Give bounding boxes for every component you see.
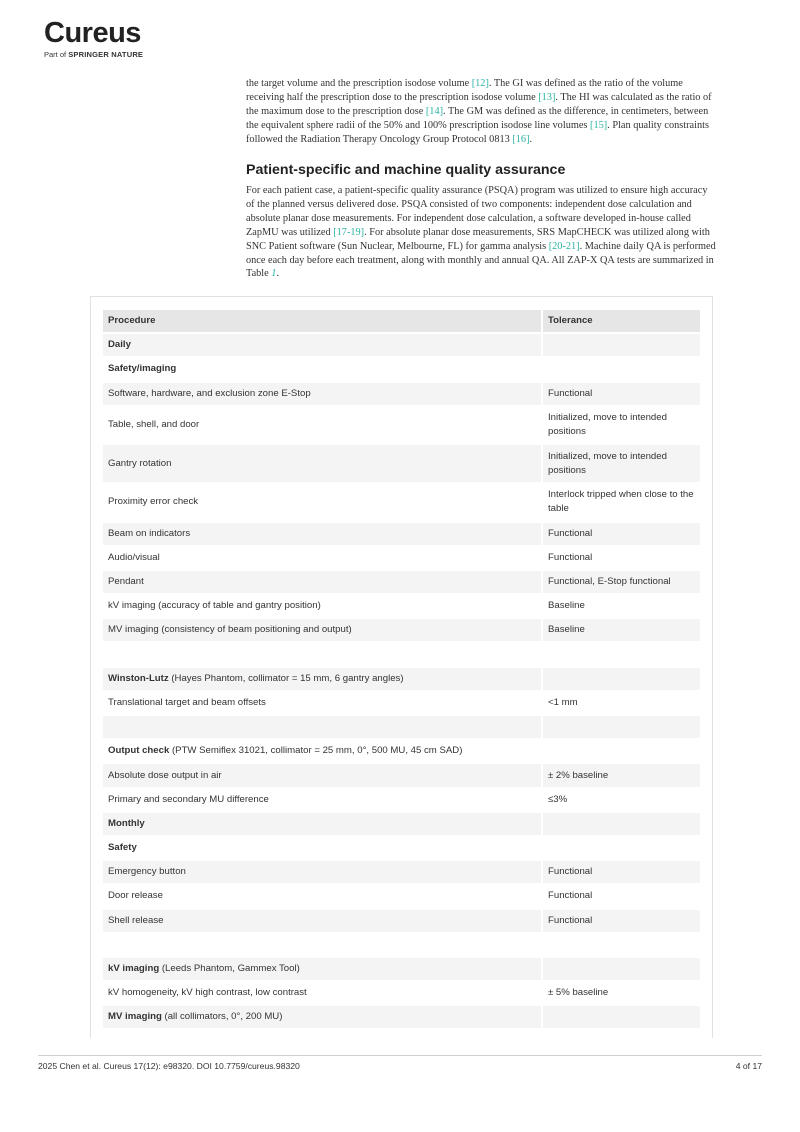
citation-link[interactable]: [17-19] <box>333 226 365 238</box>
cell-tolerance: Functional <box>548 551 593 563</box>
cell-procedure <box>103 407 541 444</box>
text-run: . <box>276 268 280 280</box>
procedure-text: kV imaging (accuracy of table and gantry position) <box>108 600 321 612</box>
table-reference-link[interactable]: 1 <box>271 268 277 280</box>
cell-procedure <box>103 484 541 521</box>
procedure-title: Winston-Lutz <box>108 672 169 684</box>
procedure-text: Pendant <box>108 576 144 587</box>
cell-procedure <box>103 716 541 738</box>
table-row <box>103 837 700 859</box>
header-procedure: Procedure <box>103 310 541 332</box>
table-row <box>103 595 700 617</box>
cell-procedure <box>103 571 541 593</box>
cell-procedure <box>103 595 541 617</box>
procedure-text: Primary and secondary MU difference <box>108 793 269 805</box>
logo-subtitle <box>44 50 143 59</box>
table-row <box>103 445 700 482</box>
procedure-text: kV homogeneity, kV high contrast, low contrast <box>108 987 307 999</box>
table-row <box>103 643 700 665</box>
table-row <box>103 934 700 956</box>
text-run: . Plan quality constraints followed the Radiation Therapy Oncology Group Protocol 0813 <box>246 119 709 145</box>
table-row <box>103 789 700 811</box>
procedure-text: (Hayes Phantom, collimator = 15 mm, 6 gantry angles) <box>168 672 404 684</box>
table-row <box>103 861 700 883</box>
cell-procedure <box>103 861 541 883</box>
procedure-text: Absolute dose output in air <box>108 769 222 781</box>
procedure-text: Audio/visual <box>108 551 160 563</box>
cell-procedure <box>103 764 541 786</box>
table-row <box>103 523 700 545</box>
cell-procedure <box>103 692 541 714</box>
table-row <box>103 407 700 444</box>
procedure-text: Emergency button <box>108 866 186 878</box>
procedure-text: Shell release <box>108 914 164 926</box>
table-row <box>103 764 700 786</box>
procedure-text: Table, shell, and door <box>108 419 200 431</box>
cell-tolerance <box>543 813 700 835</box>
cell-tolerance: <1 mm <box>548 696 578 708</box>
procedure-text: (PTW Semiflex 31021, collimator = 25 mm, 0°, 500 MU, 45 cm SAD) <box>169 745 463 757</box>
citation-link[interactable]: [14] <box>425 105 444 117</box>
procedure-text: Translational target and beam offsets <box>108 696 266 708</box>
cell-procedure <box>103 445 541 482</box>
text-run: the target volume and the prescription isodose volume <box>246 78 472 89</box>
cell-tolerance: Initialized, move to intended positions <box>548 412 667 438</box>
body-paragraph-1 <box>246 77 716 147</box>
text-run: . The HI was calculated as the ratio of the maximum dose to the prescription dose <box>246 91 712 117</box>
logo-wordmark: Cureus <box>44 17 141 49</box>
text-run: . Machine daily QA is performed once each day before each treatment, along with monthly and annual QA. All ZAP-X QA tests are summarized in Table <box>246 240 716 280</box>
cureus-logo[interactable] <box>44 18 143 59</box>
cell-tolerance <box>543 716 700 738</box>
table-row <box>103 571 700 593</box>
logo-publisher: SPRINGER NATURE <box>68 50 144 59</box>
cell-procedure <box>103 837 541 859</box>
cell-procedure <box>103 740 541 762</box>
footer-divider <box>38 1055 762 1056</box>
table-row <box>103 619 700 641</box>
table-row <box>103 740 700 762</box>
table-row <box>103 383 700 405</box>
table-row <box>103 484 700 521</box>
cell-tolerance: Initialized, move to intended positions <box>543 445 700 482</box>
table-row <box>103 358 700 380</box>
cell-procedure <box>103 334 541 356</box>
cell-procedure <box>103 643 541 665</box>
qa-table-container <box>90 296 713 1038</box>
qa-tests-table <box>101 308 702 1030</box>
table-row <box>103 910 700 932</box>
cell-tolerance: Functional <box>548 890 593 902</box>
procedure-text: Beam on indicators <box>108 527 191 539</box>
citation-link[interactable]: [12] <box>471 78 489 89</box>
cell-tolerance <box>543 1006 700 1028</box>
procedure-text: Software, hardware, and exclusion zone E-Stop <box>108 387 311 399</box>
procedure-title: kV imaging <box>108 963 160 974</box>
section-label: Daily <box>108 339 131 351</box>
citation-link[interactable]: [16] <box>512 133 530 145</box>
cell-tolerance: Baseline <box>548 600 585 612</box>
cell-tolerance: Functional <box>543 383 700 405</box>
procedure-text: Gantry rotation <box>108 457 172 469</box>
text-run: For each patient case, a patient-specific quality assurance (PSQA) program was utilized to ensure high accuracy of the planned versus delivered dose. PSQA consisted of two components: independent dose calculation and absolute planar dose measurements. For independent dose calculation, a software developed in-house called ZapMU was utilized <box>246 185 708 238</box>
cell-tolerance: ≤3% <box>548 793 568 805</box>
cell-procedure <box>103 547 541 569</box>
cell-procedure <box>103 789 541 811</box>
cell-procedure <box>103 885 541 907</box>
page-number: 4 of 17 <box>735 1061 762 1071</box>
cell-procedure <box>103 958 541 980</box>
cell-procedure <box>103 982 541 1004</box>
cell-procedure <box>103 383 541 405</box>
citation-link[interactable]: [20-21] <box>548 240 580 252</box>
table-row <box>103 982 700 1004</box>
cell-tolerance: ± 5% baseline <box>548 987 609 999</box>
cell-procedure <box>103 1006 541 1028</box>
procedure-text: Door release <box>108 890 163 902</box>
cell-tolerance: Baseline <box>543 619 700 641</box>
table-row <box>103 334 700 356</box>
cell-tolerance <box>543 740 700 762</box>
table-body <box>103 334 700 1028</box>
cell-procedure <box>103 358 541 380</box>
cell-tolerance <box>543 958 700 980</box>
text-run: . The GI was defined as the ratio of the volume receiving half the prescription dose to the prescription isodose volume <box>246 78 683 103</box>
table-row <box>103 1006 700 1028</box>
cell-procedure <box>103 934 541 956</box>
cell-tolerance: Functional <box>543 910 700 932</box>
table-row <box>103 547 700 569</box>
procedure-text: Proximity error check <box>108 496 199 508</box>
cell-procedure <box>103 910 541 932</box>
table-row <box>103 716 700 738</box>
table-row <box>103 813 700 835</box>
citation-link[interactable]: [15] <box>590 119 608 131</box>
table-header-row <box>103 310 700 332</box>
section-label: Monthly <box>108 817 145 829</box>
table-row <box>103 692 700 714</box>
table-row <box>103 958 700 980</box>
text-run: . The GM was defined as the difference, in centimeters, between the equivalent sphere radii of the 50% and 100% prescription isodose line volumes <box>246 105 709 131</box>
procedure-title: MV imaging <box>108 1011 162 1023</box>
procedure-text: (Leeds Phantom, Gammex Tool) <box>159 963 300 974</box>
procedure-title: Output check <box>108 745 170 757</box>
cell-tolerance <box>543 358 700 380</box>
header-tolerance: Tolerance <box>543 310 700 332</box>
table-row <box>103 668 700 690</box>
procedure-text: MV imaging (consistency of beam positioning and output) <box>108 624 352 636</box>
citation-link[interactable]: [13] <box>538 91 556 103</box>
cell-tolerance: Interlock tripped when close to the table <box>548 489 694 515</box>
cell-tolerance: Functional <box>543 523 700 545</box>
section-label: Safety/imaging <box>108 363 177 375</box>
procedure-text: (all collimators, 0°, 200 MU) <box>161 1011 283 1023</box>
cell-procedure <box>103 813 541 835</box>
body-paragraph-2 <box>246 184 716 281</box>
table-row <box>103 885 700 907</box>
cell-procedure <box>103 523 541 545</box>
logo-part-of: Part of <box>44 50 67 59</box>
cell-tolerance <box>543 643 700 665</box>
cell-tolerance <box>543 837 700 859</box>
cell-tolerance: Functional, E-Stop functional <box>543 571 700 593</box>
cell-procedure <box>103 619 541 641</box>
text-run: . For absolute planar dose measurements, SRS MapCHECK was utilized along with SNC Patient software (Sun Nuclear, Melbourne, FL) for gamma analysis <box>246 226 710 252</box>
footer-citation: 2025 Chen et al. Cureus 17(12): e98320. DOI 10.7759/cureus.98320 <box>38 1061 300 1071</box>
section-heading: Patient-specific and machine quality assurance <box>246 162 566 178</box>
cell-tolerance: ± 2% baseline <box>543 764 700 786</box>
cell-tolerance <box>543 334 700 356</box>
cell-procedure <box>103 668 541 690</box>
cell-tolerance <box>543 934 700 956</box>
section-label: Safety <box>108 842 137 854</box>
cell-tolerance: Functional <box>543 861 700 883</box>
cell-tolerance <box>543 668 700 690</box>
text-run: . <box>529 133 533 145</box>
